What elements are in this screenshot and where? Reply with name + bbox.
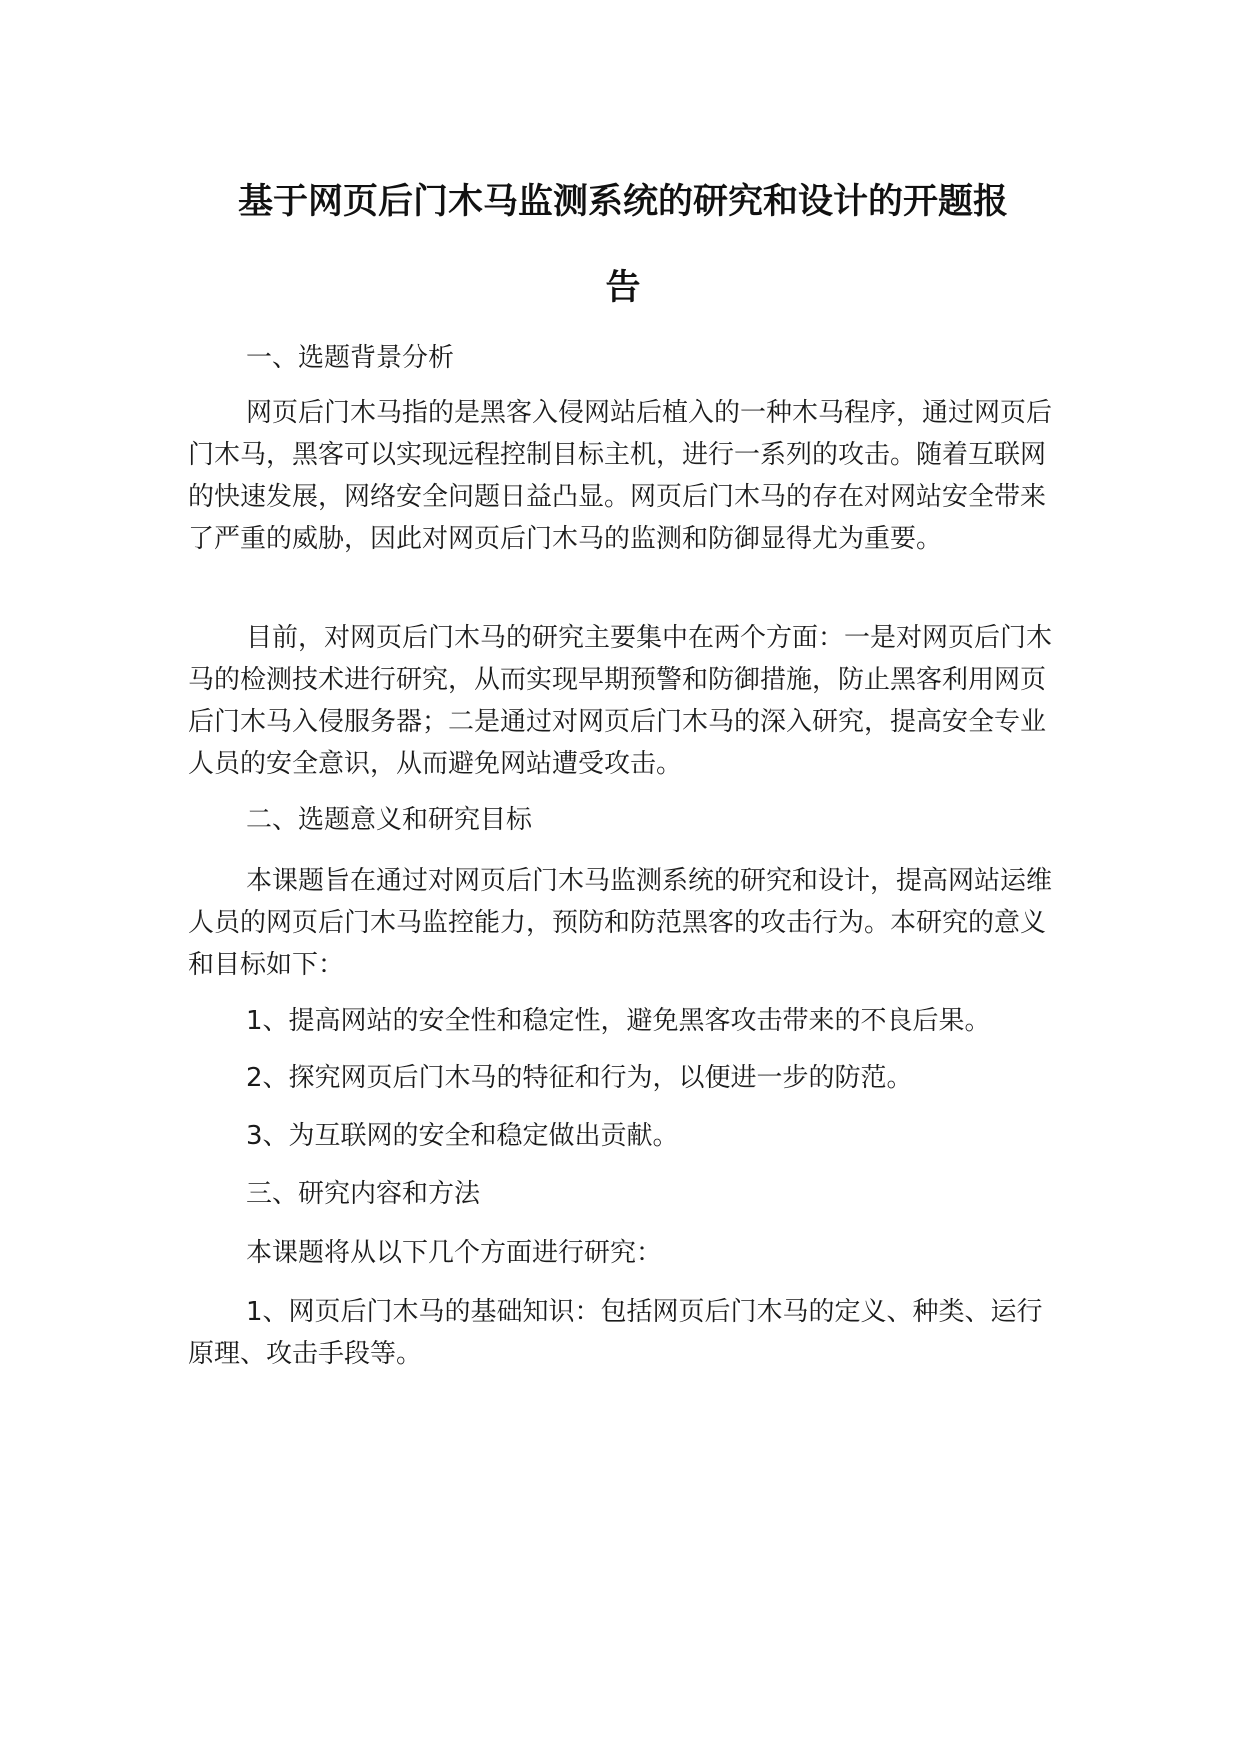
document-title-line1: 基于网页后门木马监测系统的研究和设计的开题报 <box>237 182 1008 222</box>
paragraph-significance: 本课题旨在通过对网页后门木马监测系统的研究和设计，提高网站运维人员的网页后门木马监控能力，预防和防范黑客的攻击行为。本研究的意义和目标如下： <box>188 866 1053 980</box>
section-heading-significance: 二、选题意义和研究目标 <box>246 805 533 835</box>
list-item-goal-1: 1、提高网站的安全性和稳定性，避免黑客攻击带来的不良后果。 <box>246 1006 991 1036</box>
paragraph-methods-intro: 本课题将从以下几个方面进行研究： <box>246 1238 663 1268</box>
list-item-goal-3: 3、为互联网的安全和稳定做出贡献。 <box>246 1121 679 1151</box>
paragraph-methods-item-1: 1、网页后门木马的基础知识：包括网页后门木马的定义、种类、运行原理、攻击手段等。 <box>188 1297 1043 1369</box>
section-heading-background: 一、选题背景分析 <box>246 343 455 373</box>
list-item-goal-2: 2、探究网页后门木马的特征和行为，以便进一步的防范。 <box>246 1063 913 1093</box>
paragraph-background-1: 网页后门木马指的是黑客入侵网站后植入的一种木马程序，通过网页后门木马，黑客可以实现远程控制目标主机，进行一系列的攻击。随着互联网的快速发展，网络安全问题日益凸显。网页后门木马的存在对网站安全带来了严重的威胁，因此对网页后门木马的监测和防御显得尤为重要。 <box>188 398 1053 554</box>
paragraph-background-2: 目前，对网页后门木马的研究主要集中在两个方面：一是对网页后门木马的检测技术进行研究，从而实现早期预警和防御措施，防止黑客利用网页后门木马入侵服务器；二是通过对网页后门木马的深入研究，提高安全专业人员的安全意识，从而避免网站遭受攻击。 <box>188 623 1053 779</box>
document-title-line2: 告 <box>605 268 641 308</box>
section-heading-methods: 三、研究内容和方法 <box>246 1179 481 1209</box>
